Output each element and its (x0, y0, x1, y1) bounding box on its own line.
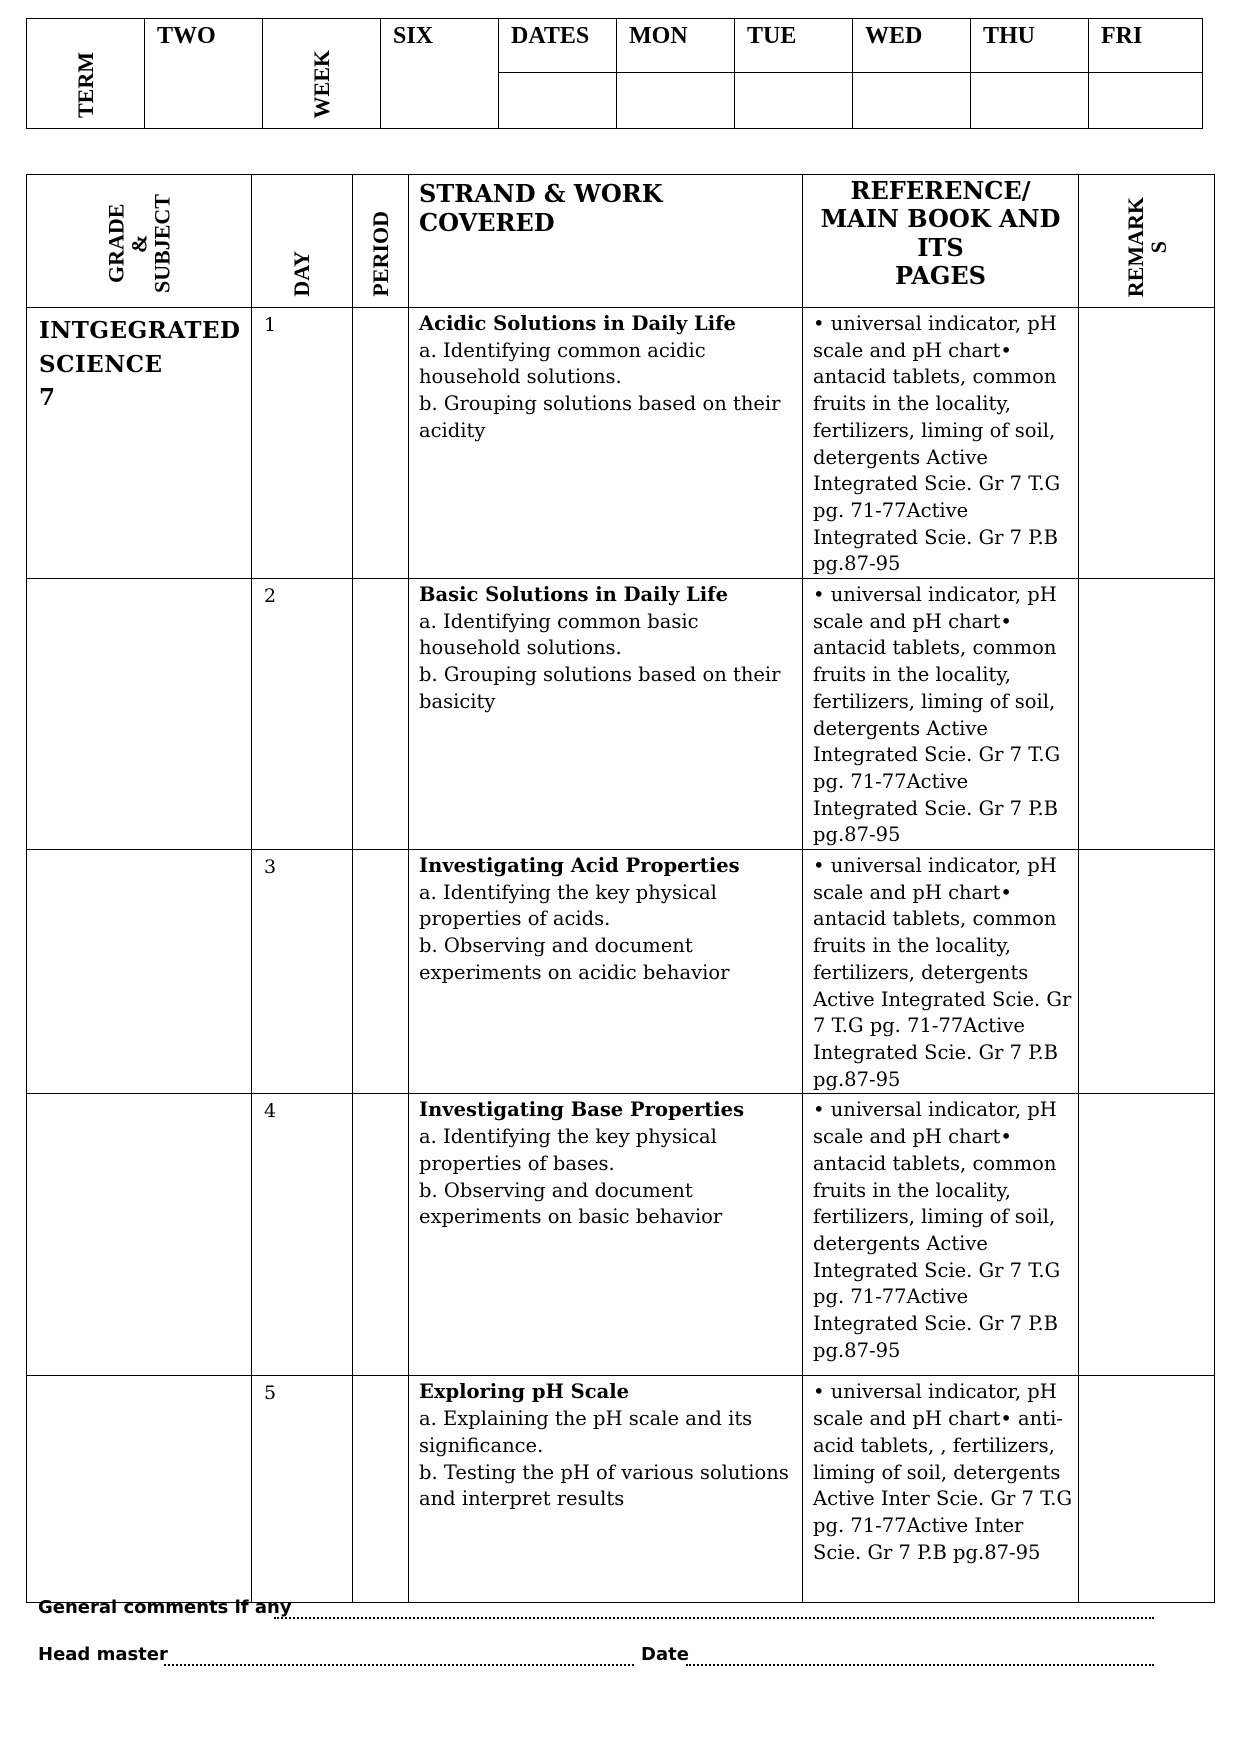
period-cell (353, 1376, 409, 1603)
table-row (27, 850, 1215, 1094)
grade-subject-cell (27, 579, 252, 850)
strand-line: a. Identifying the key physical properties of bases. (419, 1125, 717, 1175)
term-week-table (26, 18, 1203, 129)
fri-date-cell (1089, 73, 1203, 129)
day-number: 4 (252, 1094, 353, 1376)
day-number: 3 (252, 850, 353, 1094)
term-label-cell (27, 19, 145, 129)
subject-header-text: SUBJECT (149, 193, 175, 293)
strand-line: b. Observing and document experiments on acidic behavior (419, 934, 730, 984)
period-cell (353, 850, 409, 1094)
strand-line: b. Grouping solutions based on their basicity (419, 663, 781, 713)
strand-cell (409, 308, 803, 579)
reference-cell: • universal indicator, pH scale and pH chart• antacid tablets, common fruits in the locality, fertilizers, detergents Active Integrated Scie. Gr 7 T.G pg. 71-77Active Integrated Scie. Gr 7 P.B pg.87-95 (803, 850, 1079, 1094)
strand-line: b. Testing the pH of various solutions and interpret results (419, 1460, 789, 1511)
subject-line-2: SCIENCE (39, 350, 163, 378)
remarks-cell (1079, 308, 1215, 579)
strand-title: Basic Solutions in Daily Life (419, 583, 728, 607)
date-label: Date (641, 1644, 689, 1665)
strand-line: b. Grouping solutions based on their acidity (419, 392, 781, 442)
reference-header-line-1: REFERENCE/ (850, 176, 1031, 205)
dates-value-cell (499, 73, 617, 129)
reference-header-line-2: MAIN BOOK AND ITS (820, 204, 1061, 262)
strand-title: Exploring pH Scale (419, 1380, 630, 1404)
day-thu-label: THU (971, 19, 1089, 73)
reference-cell: • universal indicator, pH scale and pH chart• antacid tablets, common fruits in the locality, fertilizers, liming of soil, detergents Active Integrated Scie. Gr 7 T.G pg. 71-77Active Integrated Scie. Gr 7 P.B pg.87-95 (803, 579, 1079, 850)
reference-header (803, 175, 1079, 308)
day-fri-label: FRI (1089, 19, 1203, 73)
strand-title: Investigating Base Properties (419, 1098, 745, 1122)
strand-line: a. Identifying common acidic household solutions. (419, 338, 706, 389)
period-cell (353, 579, 409, 850)
day-header (252, 175, 353, 308)
week-label: WEEK (308, 49, 334, 118)
grade-subject-cell (27, 850, 252, 1094)
grade-header-text: GRADE (103, 203, 129, 284)
table-row (27, 308, 1215, 579)
period-header-text: PERIOD (367, 211, 393, 297)
week-label-cell (263, 19, 381, 129)
day-number: 2 (252, 579, 353, 850)
dates-label: DATES (499, 19, 617, 73)
strand-cell (409, 579, 803, 850)
mon-date-cell (617, 73, 735, 129)
period-header (353, 175, 409, 308)
thu-date-cell (971, 73, 1089, 129)
table-row (27, 579, 1215, 850)
table-row (27, 1376, 1215, 1603)
strand-line: a. Identifying common basic household solutions. (419, 609, 699, 660)
grade-number: 7 (39, 384, 56, 412)
headmaster-signature-line[interactable] (164, 1664, 634, 1666)
grade-subject-cell (27, 1376, 252, 1603)
date-line[interactable] (686, 1664, 1154, 1666)
remarks-cell (1079, 579, 1215, 850)
grade-subject-cell (27, 1094, 252, 1376)
headmaster-label: Head master (38, 1644, 168, 1665)
strand-header: STRAND & WORK COVERED (409, 175, 803, 308)
scheme-of-work-table (26, 174, 1215, 1603)
day-header-text: DAY (289, 251, 314, 297)
reference-header-line-3: PAGES (894, 260, 987, 290)
strand-cell (409, 1094, 803, 1376)
term-value: TWO (145, 19, 263, 129)
table-row (27, 1094, 1215, 1376)
tue-date-cell (735, 73, 853, 129)
remarks-cell (1079, 1094, 1215, 1376)
subject-line-1: INTGEGRATED (39, 317, 241, 344)
remarks-cell (1079, 1376, 1215, 1603)
grade-subject-value (27, 308, 252, 579)
strand-line: a. Identifying the key physical properties of acids. (419, 880, 717, 931)
term-label: TERM (72, 52, 98, 118)
strand-line: b. Observing and document experiments on basic behavior (419, 1178, 723, 1229)
wed-date-cell (853, 73, 971, 129)
day-number: 5 (252, 1376, 353, 1603)
reference-cell: • universal indicator, pH scale and pH chart• antacid tablets, common fruits in the locality, fertilizers, liming of soil, detergents Active Integrated Scie. Gr 7 T.G pg. 71-77Active Integrated Scie. Gr 7 P.B pg.87-95 (803, 1094, 1079, 1376)
week-value: SIX (381, 19, 499, 129)
general-comments-label: General comments if any (38, 1597, 292, 1618)
day-tue-label: TUE (735, 19, 853, 73)
reference-cell: • universal indicator, pH scale and pH chart• antacid tablets, common fruits in the locality, fertilizers, liming of soil, detergents Active Integrated Scie. Gr 7 T.G pg. 71-77Active Integrated Scie. Gr 7 P.B pg.87-95 (803, 308, 1079, 579)
strand-title: Investigating Acid Properties (419, 854, 740, 878)
day-number: 1 (252, 308, 353, 579)
table-header-row (27, 175, 1215, 308)
strand-cell (409, 850, 803, 1094)
remarks-header-line-2: S (1145, 240, 1171, 254)
ampersand-header-text: & (126, 234, 152, 253)
strand-cell (409, 1376, 803, 1603)
period-cell (353, 308, 409, 579)
strand-title: Acidic Solutions in Daily Life (419, 312, 736, 335)
remarks-cell (1079, 850, 1215, 1094)
remarks-header (1079, 175, 1215, 308)
strand-line: a. Explaining the pH scale and its significance. (419, 1407, 753, 1457)
grade-subject-header (27, 175, 252, 308)
reference-cell: • universal indicator, pH scale and pH chart• anti-acid tablets, , fertilizers, liming of soil, detergents Active Inter Scie. Gr 7 T.G pg. 71-77Active Inter Scie. Gr 7 P.B pg.87-95 (803, 1376, 1079, 1603)
remarks-header-line-1: REMARK (1122, 196, 1148, 297)
period-cell (353, 1094, 409, 1376)
general-comments-line[interactable] (274, 1617, 1154, 1619)
day-mon-label: MON (617, 19, 735, 73)
day-wed-label: WED (853, 19, 971, 73)
